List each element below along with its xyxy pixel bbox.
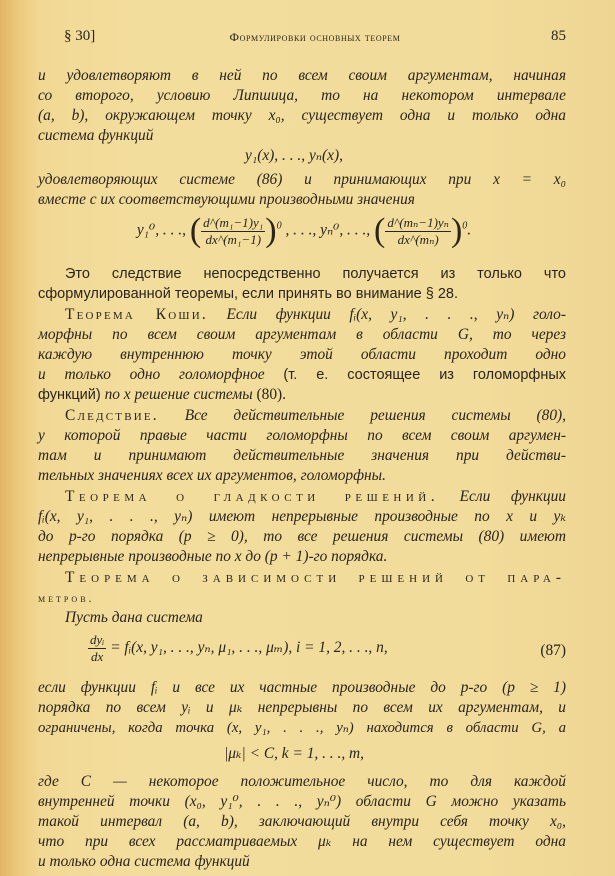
theorem-heading: Теорема о гладкости решений.: [65, 488, 440, 505]
formula-functions: y₁(x), . . ., yₙ(x),: [245, 147, 343, 164]
text-line: тельных значениях всех их аргументов, голоморфны.: [38, 467, 386, 484]
theorem-heading: Теорема Коши.: [65, 306, 208, 323]
text-line: порядка по всем yᵢ и μₖ непрерывны по всем их аргументам, и: [38, 699, 566, 716]
fraction-numerator: d^(m₁−1)y₁: [203, 214, 264, 230]
text-line: fᵢ(x, y₁, . . ., yₙ) имеют непрерывные производные по x и yₖ: [38, 508, 566, 525]
text-line: такой интервал (a, b), заключающий внутри себя точку x₀,: [38, 813, 566, 830]
text-line: морфны по всем своим аргументам в области G, то через: [38, 326, 566, 343]
text-line: Это следствие непосредственно получается из только что: [65, 266, 566, 282]
formula-part: y₁⁰, . . .,: [136, 221, 186, 239]
text-line: и удовлетворяют в ней по всем своим аргументам, начиная: [38, 67, 566, 84]
section-number: § 30]: [64, 28, 96, 44]
formula-bound: |μₖ| < C, k = 1, . . ., m,: [223, 745, 365, 762]
text-line: (a, b), окружающем точку x₀, существует одна и только одна: [38, 107, 566, 124]
text-line: система функций: [38, 127, 154, 144]
text-line: вместе с их соответствующими производными значения: [38, 191, 415, 208]
fraction-numerator: dyᵢ: [90, 632, 105, 647]
formula-part: , . . ., yₙ⁰, . . .,: [285, 221, 371, 239]
fraction-denominator: dx^(mₙ): [397, 231, 439, 247]
fraction-denominator: dx: [91, 649, 104, 664]
text-line: если функции fᵢ и все их частные производные до p-го (p ≥ 1): [38, 679, 566, 696]
page-number: 85: [551, 28, 566, 44]
fraction-denominator: dx^(m₁−1): [205, 231, 262, 247]
text-line: Пусть дана система: [65, 609, 203, 626]
text-line: что при всех рассматриваемых μₖ на нем существует одна: [38, 833, 566, 850]
text-line: где C — некоторое положительное число, то для каждой: [38, 773, 566, 790]
text-line: каждую внутреннюю точку этой области проходит одно: [38, 346, 566, 363]
theorem-smoothness-line: Теорема о гладкости решений. Если функции: [65, 488, 567, 505]
text-line: там и принимают действительные значения при действи-: [38, 447, 566, 464]
text-line: непрерывные производные по x до (p + 1)-го порядка.: [38, 548, 388, 565]
corollary-heading: Следствие.: [65, 407, 159, 424]
text-line: до p-го порядка (p ≥ 0), то все решения системы (80) имеют: [38, 528, 566, 545]
theorem-heading: Теорема о зависимости решений от пара-: [65, 569, 566, 586]
text-line: функций) по x решение системы (80).: [38, 386, 286, 403]
formula-initial-values: y₁⁰, . . ., ( $\frac{\text{d\textasciicircum{}(m₁−1)y₁}}{\text{dx\textasciicircum{}(m₁−1)}}$ )$^0$ , . . ., yₙ⁰, . . ., ( $\frac{\text{d\textasciicircum{}(mₙ−1)yₙ}}{\text{dx\textasciicircum{}(mₙ)}}$ )$^0$.: [136, 212, 472, 249]
text-line: ограничены, когда точка (x, y₁, . . ., yₙ) находится в области G, а: [38, 720, 566, 736]
fraction-numerator: d^(mₙ−1)yₙ: [387, 214, 449, 230]
page-header: [64, 28, 566, 48]
equation-number: (87): [540, 642, 566, 659]
text-line: и только одно голоморфное (т. е. состоящее из голоморфных: [38, 366, 566, 383]
text-line: и только одна система функций: [38, 853, 250, 870]
formula-87: $\frac{\text{dyᵢ}}{dx}$ = fᵢ(x, y₁, . . ., yₙ, μ₁, . . ., μₘ), i = 1, 2, . . ., n, (87): [90, 632, 566, 664]
text-line: внутренней точки (x₀, y₁⁰, . . ., yₙ⁰) области G можно указать: [38, 793, 566, 810]
text-line: у которой правые части голоморфны по всем своим аргумен-: [38, 427, 566, 444]
theorem-cauchy-line: Теорема Коши. Если функции fᵢ(x, y₁, . . ., yₙ) голо-: [65, 306, 566, 323]
theorem-heading: метров.: [38, 591, 95, 605]
text-line: удовлетворяющих системе (86) и принимающих при x = x₀: [38, 171, 566, 188]
corollary-line: Следствие. Все действительные решения системы (80),: [65, 407, 566, 424]
running-title: Формулировки основных теорем: [229, 30, 401, 44]
text-line: сформулированной теоремы, если принять во внимание § 28.: [38, 286, 458, 302]
text-line: со второго, условию Липшица, то на некотором интервале: [38, 87, 566, 104]
